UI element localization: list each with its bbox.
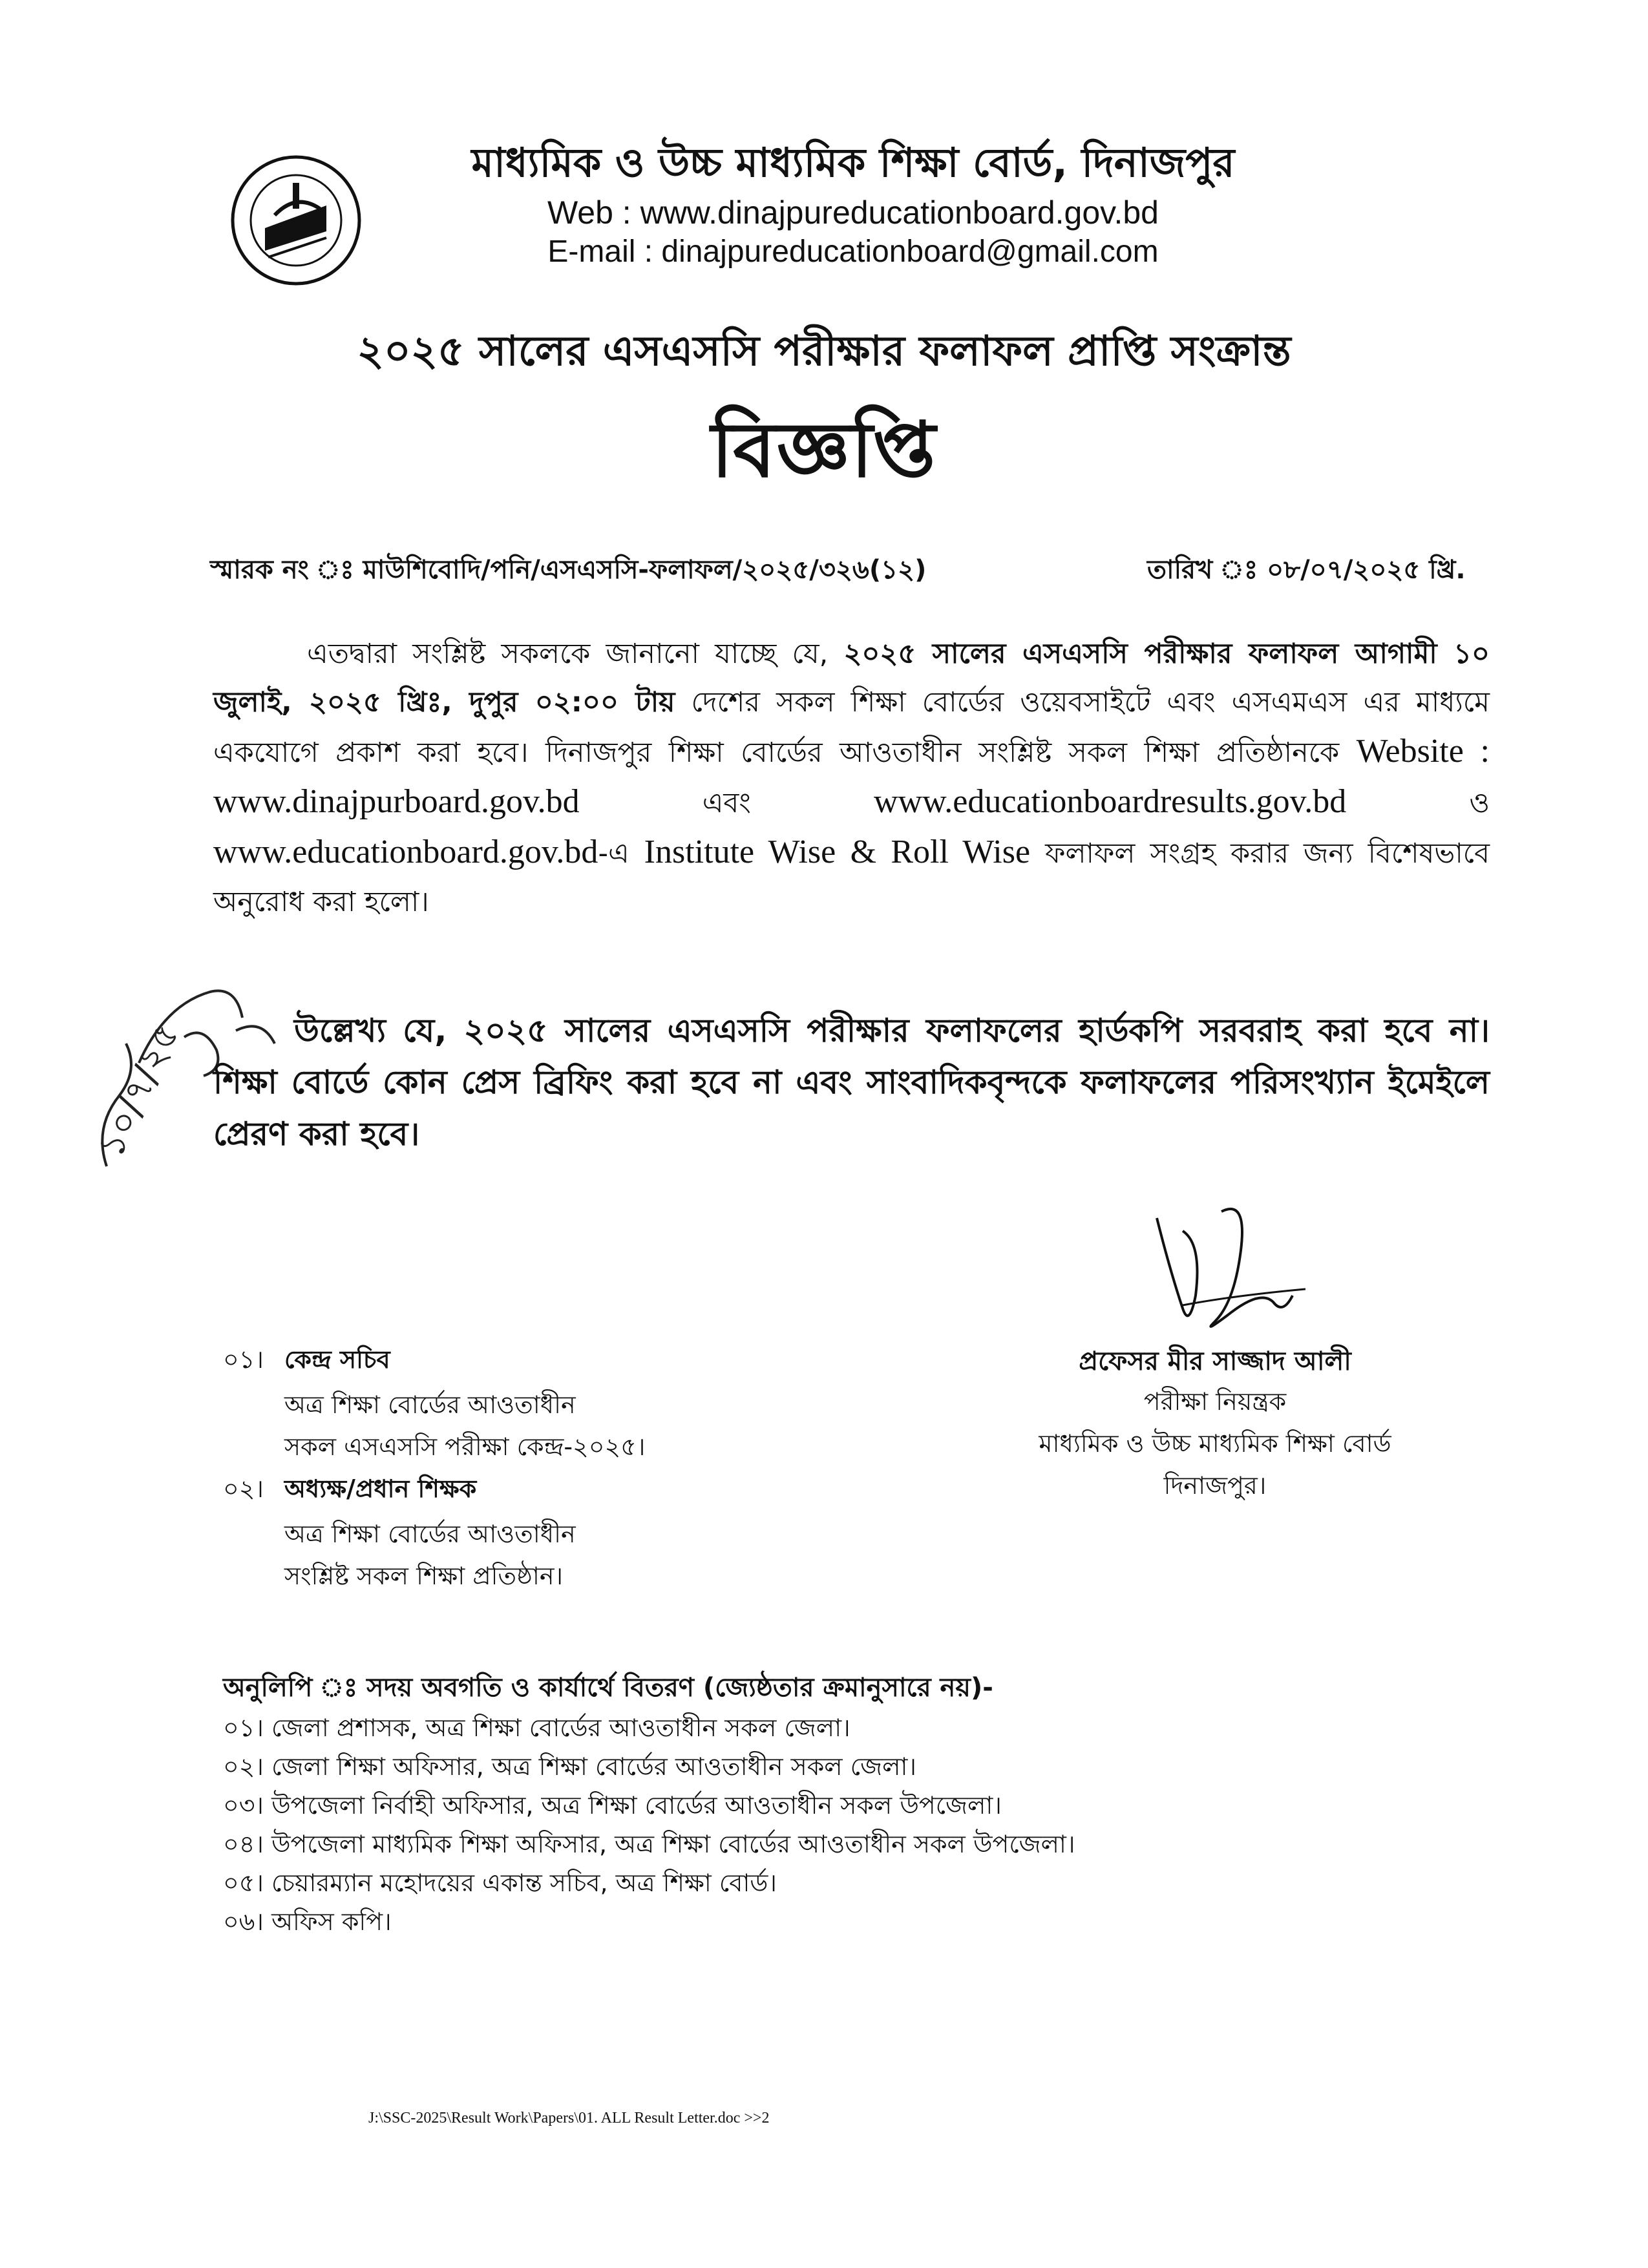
recipient-number: ০১। [223, 1345, 264, 1374]
paragraph-note: উল্লেখ্য যে, ২০২৫ সালের এসএসসি পরীক্ষার ফলাফলের হার্ডকপি সরবরাহ করা হবে না। শিক্ষা বোর্ডে কোন প্রেস ব্রিফিং করা হবে না এবং সাংবাদিকবৃন্দকে ফলাফলের পরিসংখ্যান ইমেইলে প্রেরণ করা হবে। [213, 1012, 1490, 1153]
website-educationboard: www.educationboard.gov.bd [213, 834, 598, 870]
recipient-line: সকল এসএসসি পরীক্ষা কেন্দ্র-২০২৫। [284, 1433, 646, 1461]
recipient-line: সংশ্লিষ্ট সকল শিক্ষা প্রতিষ্ঠান। [284, 1562, 564, 1590]
notice-title: বিজ্ঞপ্তি [711, 405, 937, 494]
board-name: মাধ্যমিক ও উচ্চ মাধ্যমিক শিক্ষা বোর্ড, দিনাজপুর [471, 139, 1235, 186]
signatory-designation: পরীক্ষা নিয়ন্ত্রক [1143, 1387, 1287, 1416]
recipient-line: অত্র শিক্ষা বোর্ডের আওতাধীন [284, 1391, 576, 1419]
para1-text: এতদ্বারা সংশ্লিষ্ট সকলকে জানানো যাচ্ছে যে, [307, 638, 844, 670]
paragraph-main [213, 630, 1490, 927]
website-results: www.educationboardresults.gov.bd [874, 783, 1347, 820]
board-website: Web : www.dinajpureducationboard.gov.bd [547, 194, 1159, 231]
board-email: E-mail : dinajpureducationboard@gmail.com [547, 235, 1159, 269]
cc-list-item: ০১। জেলা প্রশাসক, অত্র শিক্ষা বোর্ডের আওতাধীন সকল জেলা। [223, 1714, 850, 1742]
cc-list-item: ০৫। চেয়ারম্যান মহোদয়ের একান্ত সচিব, অত্র শিক্ষা বোর্ড। [223, 1869, 777, 1897]
para1-text: ফলাফল সংগ্রহ করার জন্য বিশেষভাবে অনুরোধ করা হলো। [213, 837, 1490, 918]
website-dinajpur: Website : www.dinajpurboard.gov.bd [213, 733, 1490, 820]
handwritten-date: ১০/৭/২৫ [89, 1017, 188, 1164]
signature [1144, 1192, 1325, 1354]
para1-text: এবং [579, 787, 874, 819]
notice-subject: ২০২৫ সালের এসএসসি পরীক্ষার ফলাফল প্রাপ্তি সংক্রান্ত [357, 328, 1291, 375]
para1-text: ও [1346, 787, 1490, 819]
para1-text: দেশের সকল শিক্ষা বোর্ডের ওয়েবসাইটে এবং এসএমএস এর মাধ্যমে একযোগে প্রকাশ করা হবে। দিনাজপুর শিক্ষা বোর্ডের আওতাধীন সংশ্লিষ্ট সকল শিক্ষা প্রতিষ্ঠানকে [213, 686, 1490, 769]
signatory-name: প্রফেসর মীর সাজ্জাদ আলী [1079, 1347, 1351, 1376]
recipient-title: অধ্যক্ষ/প্রধান শিক্ষক [284, 1475, 477, 1503]
cc-list-item: ০৩। উপজেলা নির্বাহী অফিসার, অত্র শিক্ষা বোর্ডের আওতাধীন সকল উপজেলা। [223, 1791, 1002, 1820]
cc-list-item: ০৬। অফিস কপি। [223, 1907, 392, 1936]
cc-list-item: ০৪। উপজেলা মাধ্যমিক শিক্ষা অফিসার, অত্র শিক্ষা বোর্ডের আওতাধীন সকল উপজেলা। [223, 1830, 1075, 1858]
recipient-line: অত্র শিক্ষা বোর্ডের আওতাধীন [284, 1520, 576, 1548]
memo-number: স্মারক নং ঃ মাউশিবোদি/পনি/এসএসসি-ফলাফল/২০২৫/৩২৬(১২) [210, 555, 927, 585]
institute-roll-wise: Institute Wise & Roll Wise [644, 834, 1031, 870]
recipient-number: ০২। [223, 1475, 264, 1503]
cc-heading: অনুলিপি ঃ সদয় অবগতি ও কার্যার্থে বিতরণ (জ্যেষ্ঠতার ক্রমানুসারে নয়)- [223, 1673, 993, 1703]
para1-text: -এ [598, 837, 644, 870]
signatory-place: দিনাজপুর। [1163, 1471, 1267, 1500]
recipient-title: কেন্দ্র সচিব [284, 1345, 390, 1374]
cc-list-item: ০২। জেলা শিক্ষা অফিসার, অত্র শিক্ষা বোর্ডের আওতাধীন সকল জেলা। [223, 1752, 917, 1781]
result-date-highlight: ২০২৫ সালের এসএসসি পরীক্ষার ফলাফল আগামী ১০ জুলাই, ২০২৫ খ্রিঃ, দুপুর ০২:০০ টায় [213, 638, 1490, 719]
footer-file-path: J:\SSC-2025\Result Work\Papers\01. ALL Result Letter.doc >>2 [368, 2110, 770, 2126]
board-logo [229, 154, 363, 287]
notice-date: তারিখ ঃ ০৮/০৭/২০২৫ খ্রি. [1147, 555, 1466, 585]
signatory-organization: মাধ্যমিক ও উচ্চ মাধ্যমিক শিক্ষা বোর্ড [1039, 1429, 1391, 1458]
